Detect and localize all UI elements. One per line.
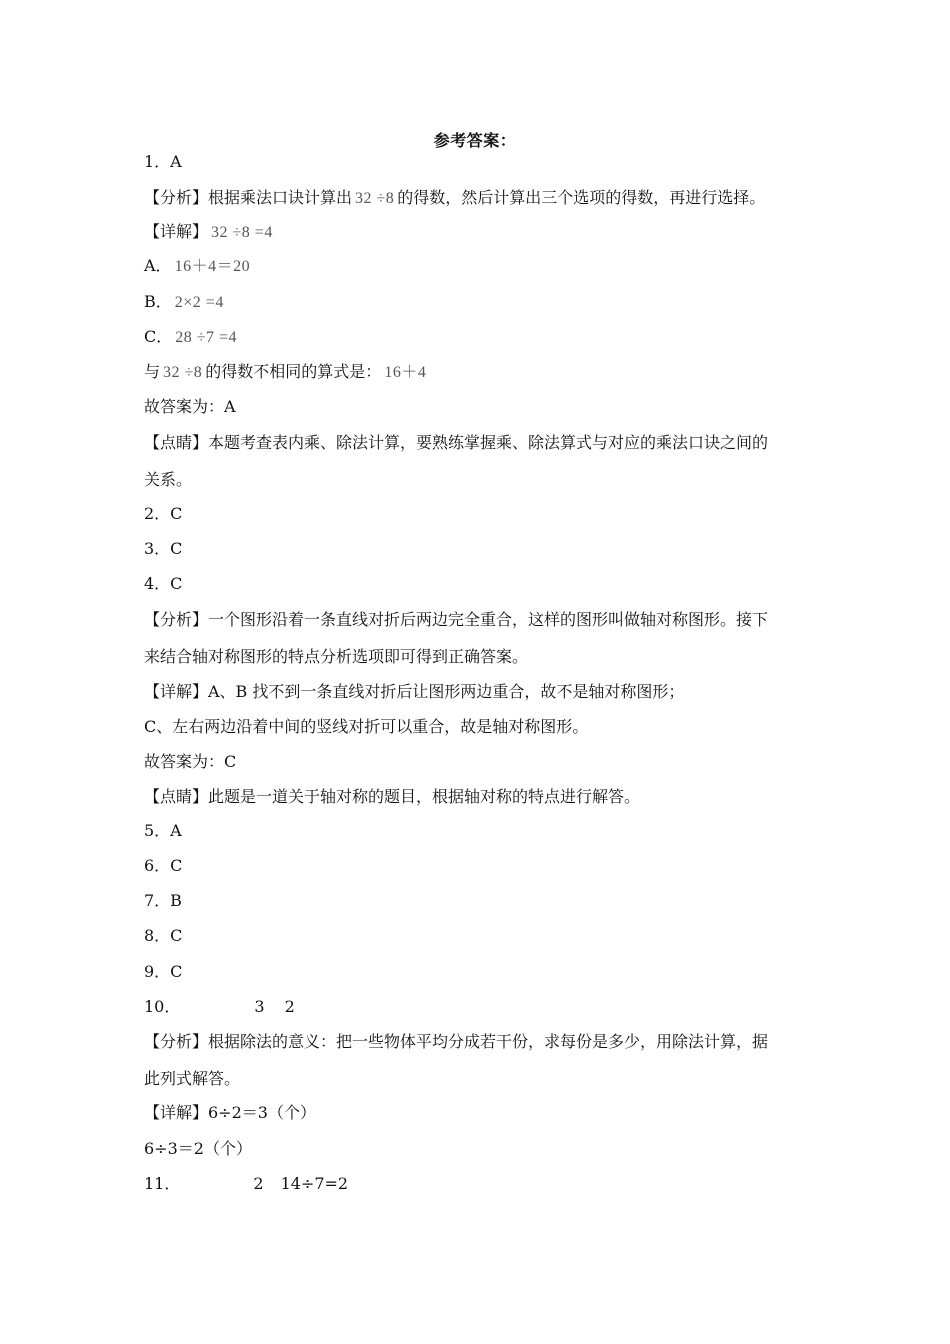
detail-1 [144, 222, 276, 243]
option-c [144, 327, 240, 348]
option-b [144, 292, 227, 313]
analysis-1-math: 32 ÷8 [355, 190, 395, 207]
analysis-10-cont: 此列式解答。 [144, 1069, 241, 1088]
conclusion-1-math: 32 ÷8 [163, 364, 203, 381]
option-b-label: B． [144, 292, 172, 311]
option-a-label: A． [144, 256, 172, 275]
analysis-4-cont: 来结合轴对称图形的特点分析选项即可得到正确答案。 [144, 647, 529, 666]
answer-1: 1．A [144, 152, 182, 171]
conclusion-1-math-2: 16＋4 [384, 364, 427, 381]
answer-8: 8．C [144, 926, 183, 945]
detail-1-label: 【详解】 [144, 222, 209, 241]
detail-4: 【详解】A、B 找不到一条直线对折后让图形两边重合，故不是轴对称图形； [144, 682, 685, 701]
conclusion-1-text-a: 与 [144, 362, 161, 381]
answer-11 [144, 1174, 348, 1194]
answer-6: 6．C [144, 856, 183, 875]
option-b-math: 2×2 =4 [174, 294, 224, 311]
answer-2: 2．C [144, 504, 183, 523]
detail-1-math: 32 ÷8 =4 [211, 224, 273, 241]
answer-9: 9．C [144, 962, 183, 981]
conclusion-1 [144, 362, 429, 383]
answer-4: 4．C [144, 574, 183, 593]
analysis-1-text-b: 的得数，然后计算出三个选项的得数，再进行选择。 [397, 188, 766, 207]
answer-11-blank-2: 14÷7=2 [280, 1174, 349, 1193]
answer-3: 3．C [144, 539, 183, 558]
answer-10-blank-2: 2 [284, 997, 295, 1016]
option-c-label: C． [144, 327, 173, 346]
conclusion-1-text-b: 的得数不相同的算式是： [205, 362, 382, 381]
detail-4-cont: C、左右两边沿着中间的竖线对折可以重合，故是轴对称图形。 [144, 717, 589, 736]
answer-5: 5．A [144, 821, 182, 840]
analysis-10: 【分析】根据除法的意义：把一些物体平均分成若干份，求每份是多少，用除法计算，据 [144, 1032, 769, 1051]
analysis-4: 【分析】一个图形沿着一条直线对折后两边完全重合，这样的图形叫做轴对称图形。接下 [144, 610, 769, 629]
answer-10-blank-1: 3 [254, 997, 265, 1016]
answer-10 [144, 997, 295, 1017]
final-answer-4: 故答案为：C [144, 752, 237, 771]
comment-1: 【点睛】本题考查表内乘、除法计算，要熟练掌握乘、除法算式与对应的乘法口诀之间的 [144, 433, 769, 452]
answer-10-number: 10． [144, 997, 181, 1016]
option-c-math: 28 ÷7 =4 [175, 329, 238, 346]
analysis-1 [144, 188, 765, 209]
analysis-1-text-a: 【分析】根据乘法口诀计算出 [144, 188, 353, 207]
answer-7: 7．B [144, 891, 182, 910]
option-a [144, 256, 253, 277]
answer-11-blank-1: 2 [253, 1174, 264, 1193]
comment-1-cont: 关系。 [144, 470, 193, 489]
detail-10-cont: 6÷3＝2（个） [144, 1139, 252, 1158]
comment-4: 【点睛】此题是一道关于轴对称的题目，根据轴对称的特点进行解答。 [144, 787, 641, 806]
option-a-math: 16＋4＝20 [174, 258, 251, 275]
final-answer-1: 故答案为：A [144, 397, 236, 416]
page-title: 参考答案： [433, 131, 517, 150]
detail-10: 【详解】6÷2＝3（个） [144, 1103, 316, 1122]
answer-11-number: 11． [144, 1174, 181, 1193]
